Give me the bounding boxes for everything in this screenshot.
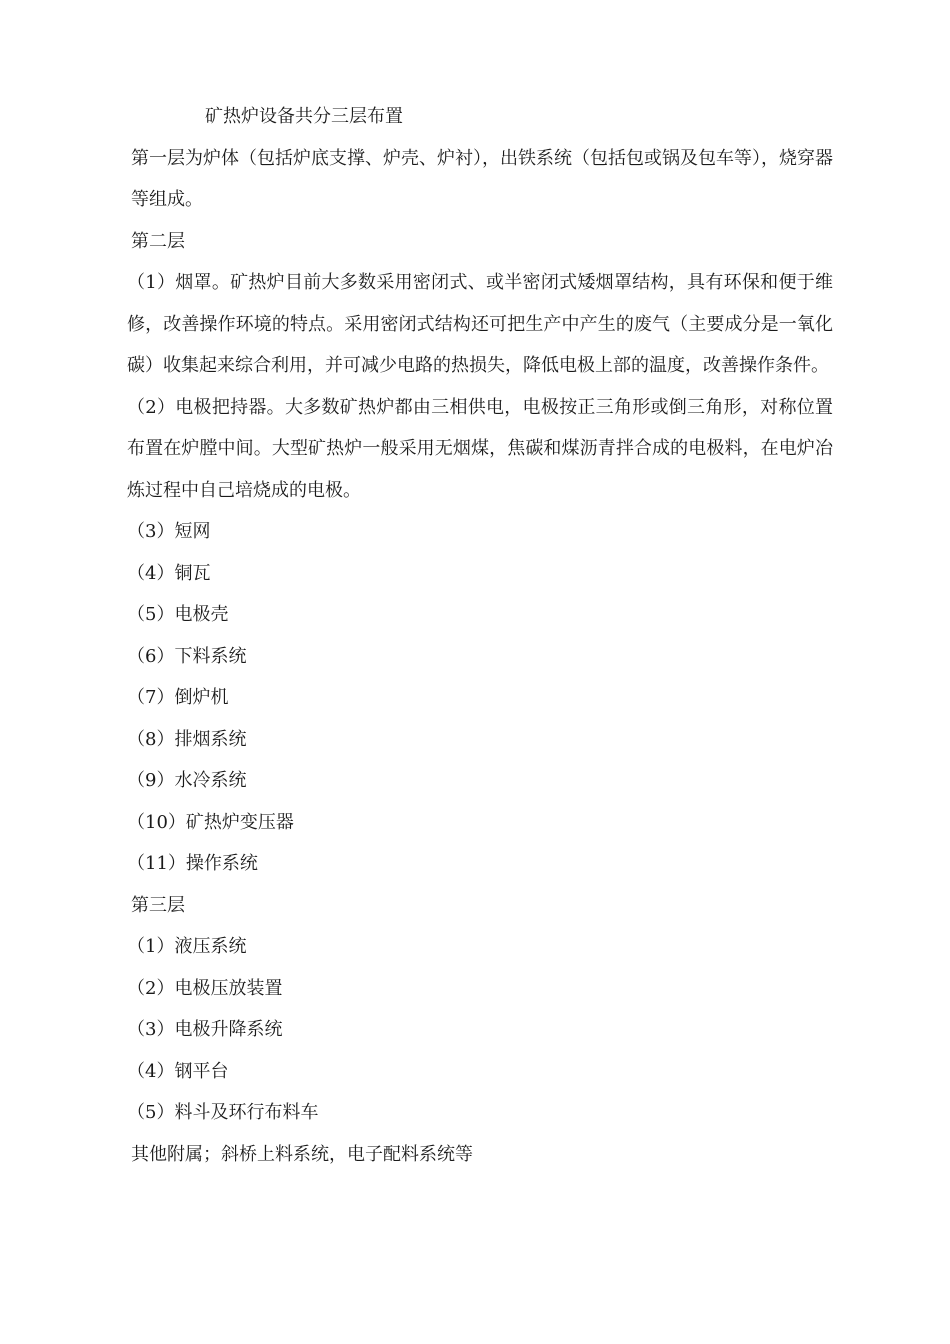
- layer2-item-4: （4）铜瓦: [127, 562, 211, 584]
- layer2-item-2: （2）电极把持器。大多数矿热炉都由三相供电，电极按正三角形或倒三角形，对称位置布置在炉膛中间。大型矿热炉一般采用无烟煤，焦碳和煤沥青拌合成的电极料，在电炉冶炼过程中自己培烧成的电极。: [127, 396, 833, 501]
- layer2-heading: 第二层: [131, 230, 185, 252]
- other-paragraph: 其他附属；斜桥上料系统，电子配料系统等: [131, 1143, 473, 1165]
- layer3-item-2: （2）电极压放装置: [127, 977, 283, 999]
- layer3-item-4: （4）钢平台: [127, 1060, 229, 1082]
- layer2-item-6: （6）下料系统: [127, 645, 247, 667]
- layer2-item-11: （11）操作系统: [127, 853, 258, 874]
- layer2-item-7: （7）倒炉机: [127, 687, 229, 708]
- layer2-item-3: （3）短网: [127, 521, 211, 542]
- layer3-item-3: （3）电极升降系统: [127, 1019, 283, 1040]
- layer2-item-1: （1）烟罩。矿热炉目前大多数采用密闭式、或半密闭式矮烟罩结构，具有环保和便于维修，改善操作环境的特点。采用密闭式结构还可把生产中产生的废气（主要成分是一氧化碳）收集起来综合利用，并可减少电路的热损失，降低电极上部的温度，改善操作条件。: [127, 272, 833, 376]
- layer2-item-9: （9）水冷系统: [127, 770, 247, 791]
- layer3-item-1: （1）液压系统: [127, 936, 247, 957]
- layer2-item-8: （8）排烟系统: [127, 728, 247, 750]
- layer3-item-5: （5）料斗及环行布料车: [127, 1102, 319, 1123]
- document-title: 矿热炉设备共分三层布置: [205, 106, 403, 127]
- layer2-item-10: （10）矿热炉变压器: [127, 811, 294, 833]
- layer2-item-5: （5）电极壳: [127, 604, 229, 625]
- layer3-heading: 第三层: [131, 894, 185, 916]
- layer1-paragraph: 第一层为炉体（包括炉底支撑、炉壳、炉衬），出铁系统（包括包或锅及包车等），烧穿器等组成。: [131, 147, 833, 210]
- document-body: [127, 96, 833, 1175]
